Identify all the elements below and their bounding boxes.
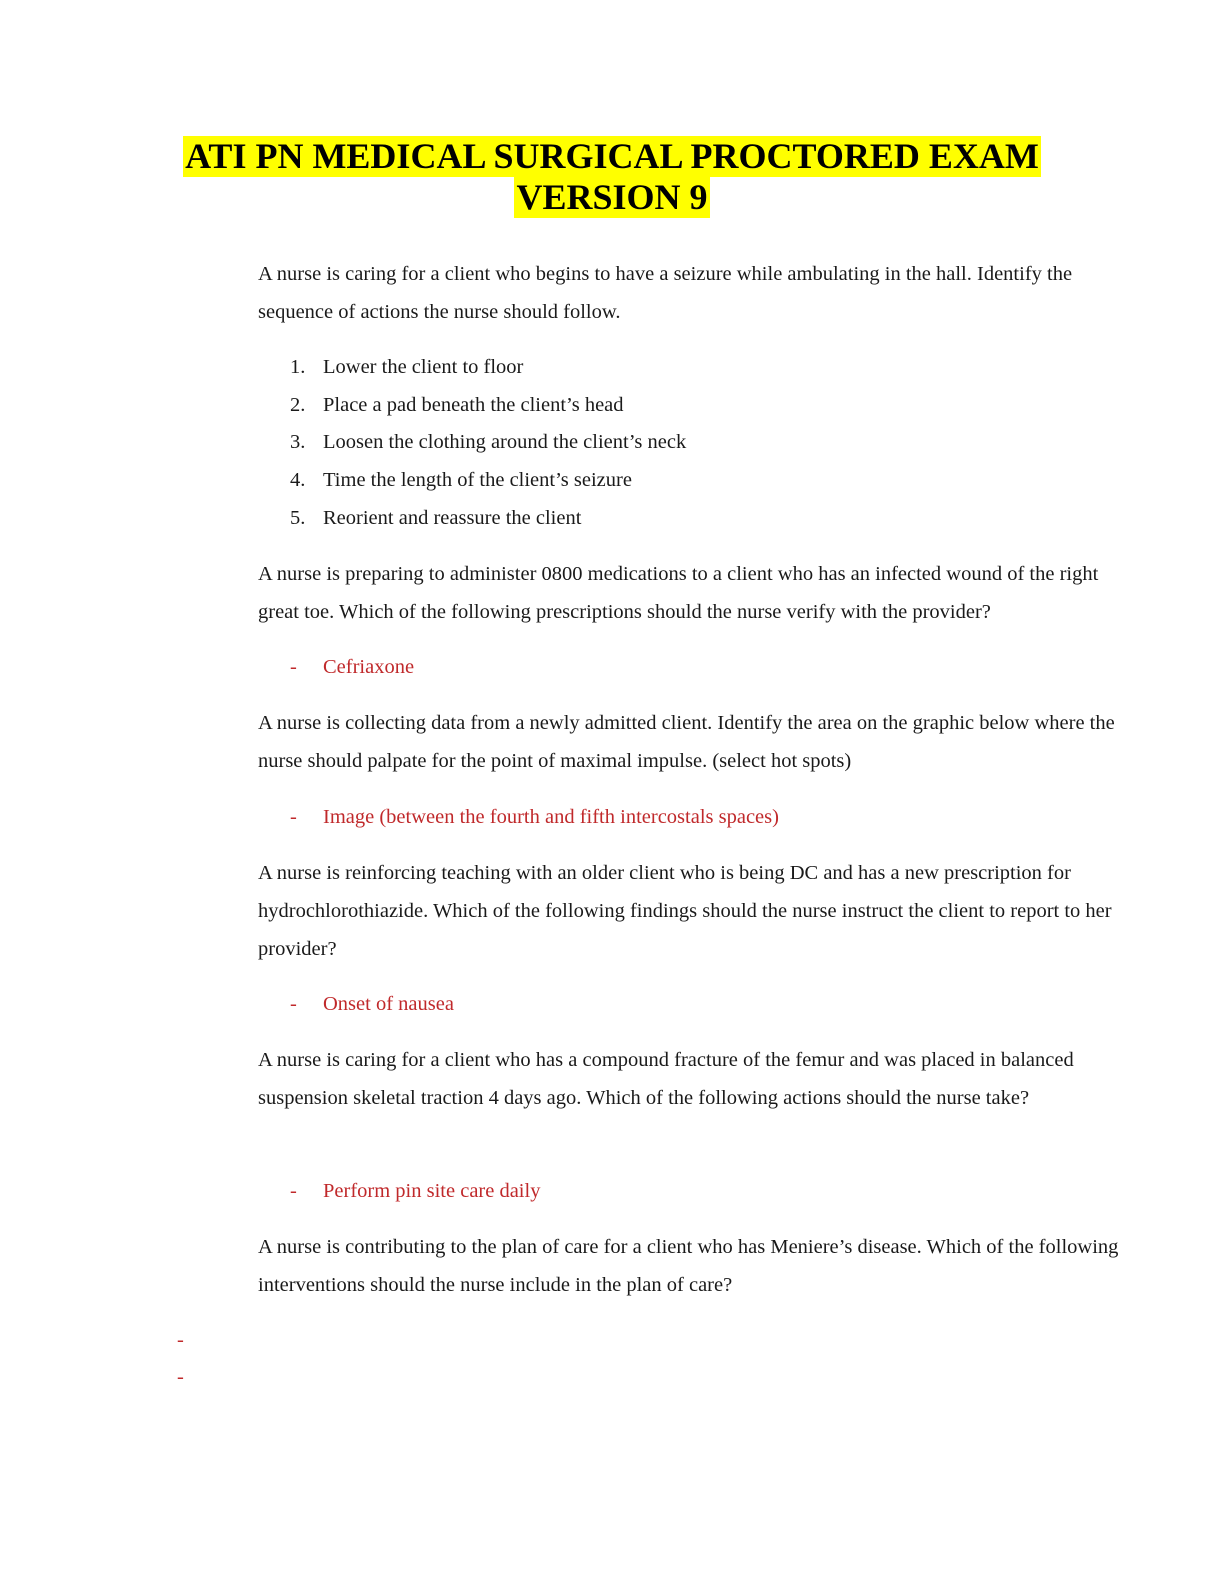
step-text: Lower the client to floor xyxy=(323,356,524,378)
bullet-dash: - xyxy=(290,1180,297,1202)
bullet-dash: - xyxy=(177,1366,184,1388)
bullet-dash: - xyxy=(290,806,297,828)
sequence-step-1 xyxy=(290,348,523,386)
step-number: 2. xyxy=(290,394,306,416)
title-line-2: VERSION 9 xyxy=(516,177,708,217)
title-line-1: ATI PN MEDICAL SURGICAL PROCTORED EXAM xyxy=(185,136,1039,176)
answer-text: Image (between the fourth and fifth intercostals spaces) xyxy=(323,806,779,828)
step-number: 3. xyxy=(290,431,306,453)
step-number: 1. xyxy=(290,356,306,378)
page-title xyxy=(0,136,1224,218)
question-5-text: A nurse is caring for a client who has a compound fracture of the femur and was placed in balanced suspension skeletal traction 4 days ago. Which of the following actions should the nurse take? xyxy=(258,1049,1074,1109)
question-2-text: A nurse is preparing to administer 0800 medications to a client who has an infected wound of the right great toe. Which of the following prescriptions should the nurse verify with the provider? xyxy=(258,563,1099,623)
answer-3 xyxy=(290,798,779,836)
step-number: 5. xyxy=(290,507,306,529)
bullet-dash: - xyxy=(290,656,297,678)
answer-2 xyxy=(290,648,414,686)
step-number: 4. xyxy=(290,469,306,491)
sequence-step-3 xyxy=(290,423,686,461)
question-1-text: A nurse is caring for a client who begins to have a seizure while ambulating in the hall. Identify the sequence of actions the nurse should follow. xyxy=(258,263,1073,323)
step-text: Reorient and reassure the client xyxy=(323,507,582,529)
question-4-text: A nurse is reinforcing teaching with an older client who is being DC and has a new prescription for hydrochlorothiazide. Which of the following findings should the nurse instruct the client to report to her provider? xyxy=(258,862,1112,960)
question-6-text: A nurse is contributing to the plan of care for a client who has Meniere’s disease. Which of the following interventions should the nurse include in the plan of care? xyxy=(258,1236,1119,1296)
sequence-step-5 xyxy=(290,499,581,537)
step-text: Place a pad beneath the client’s head xyxy=(323,394,624,416)
answer-5 xyxy=(290,1172,540,1210)
answer-text: Cefriaxone xyxy=(323,656,415,678)
sequence-step-4 xyxy=(290,461,632,499)
answer-4 xyxy=(290,985,454,1023)
question-3-text: A nurse is collecting data from a newly admitted client. Identify the area on the graphic below where the nurse should palpate for the point of maximal impulse. (select hot spots) xyxy=(258,712,1115,772)
sequence-step-2 xyxy=(290,386,624,424)
answer-text: Perform pin site care daily xyxy=(323,1180,541,1202)
step-text: Time the length of the client’s seizure xyxy=(323,469,632,491)
answer-text: Onset of nausea xyxy=(323,993,454,1015)
step-text: Loosen the clothing around the client’s neck xyxy=(323,431,687,453)
bullet-dash: - xyxy=(177,1329,184,1351)
bullet-dash: - xyxy=(290,993,297,1015)
